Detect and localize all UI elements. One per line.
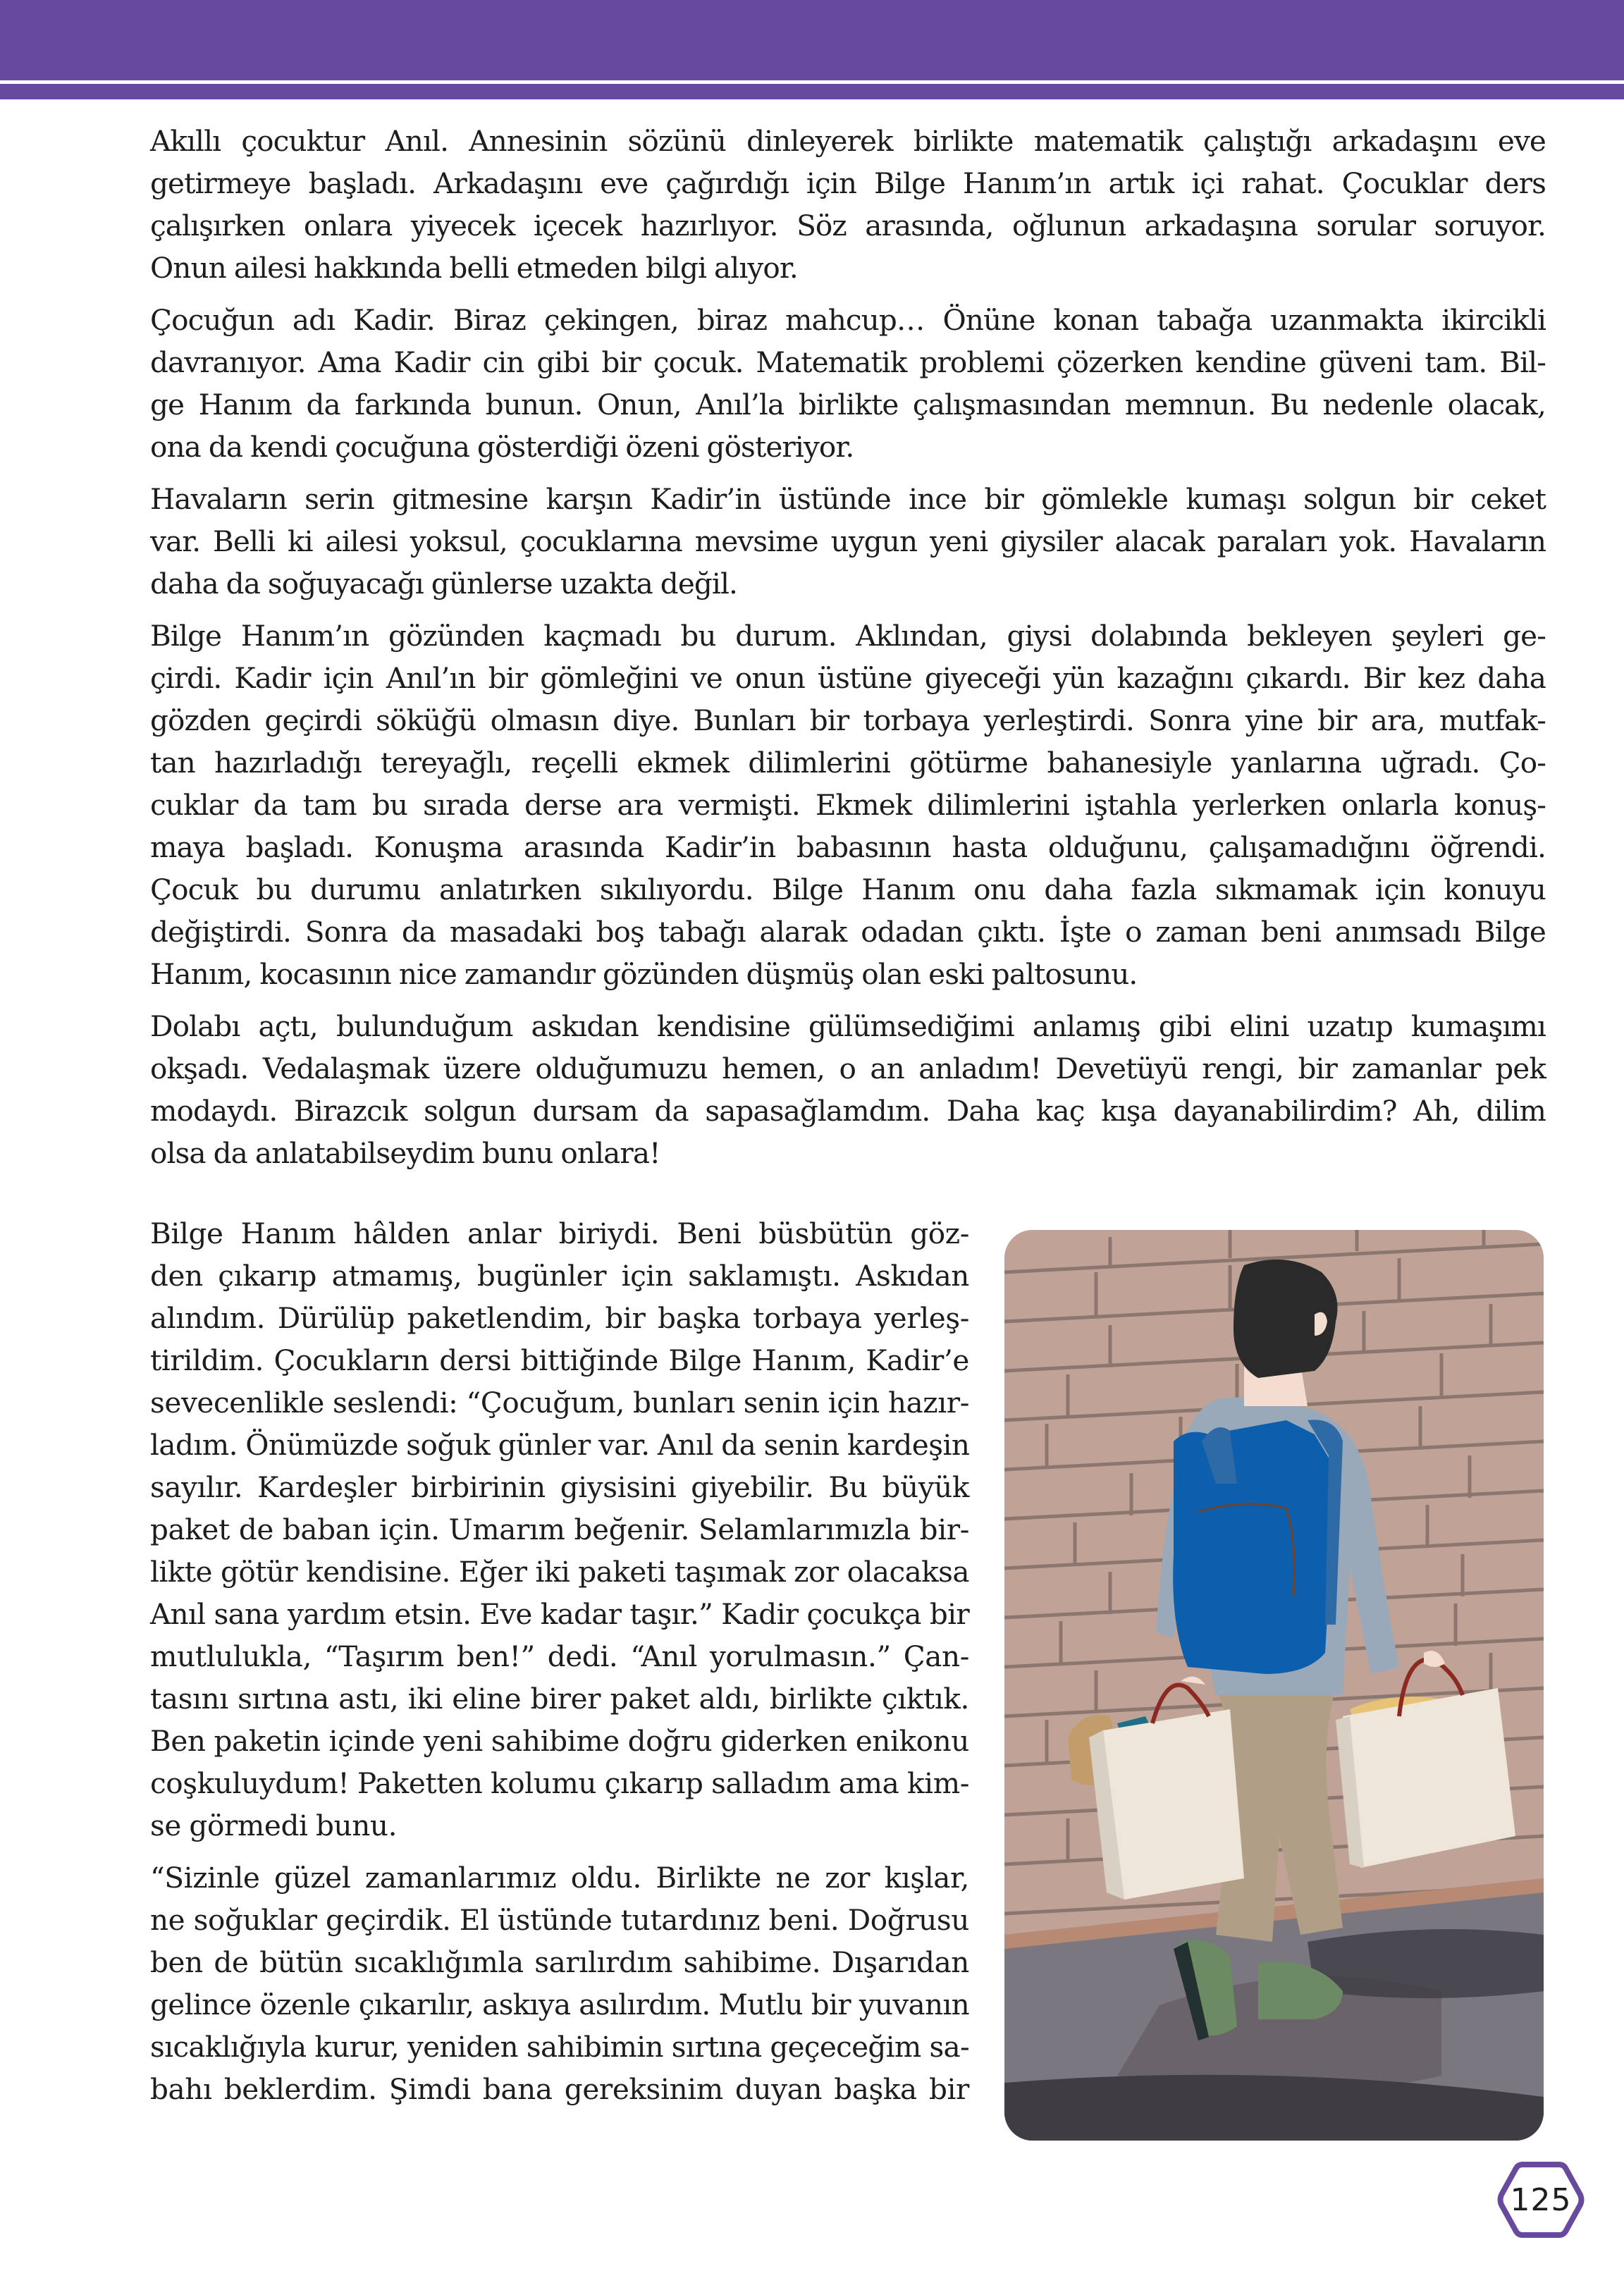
text-line: gözden geçirdi söküğü olmasın diye. Bunları bir torbaya yerleştirdi. Sonra yine bir ara, mutfak- (150, 703, 1546, 737)
text-line: modaydı. Birazcık solgun dursam da sapasağlamdım. Daha kaç kışa dayanabilirdim? Ah, dilim (150, 1094, 1546, 1128)
paragraph (150, 1005, 1546, 1174)
text-line: Akıllı çocuktur Anıl. Annesinin sözünü dinleyerek birlikte matematik çalıştığı arkadaşını eve (150, 124, 1546, 158)
text-line: Hanım, kocasının nice zamandır gözünden düşmüş olan eski paltosunu. (150, 957, 1138, 991)
story-text-column (150, 1212, 969, 2120)
backpack (1173, 1420, 1336, 1674)
text-line: sayılır. Kardeşler birbirinin giysisini giyebilir. Bu büyük (150, 1470, 969, 1504)
text-line: tirildim. Çocukların dersi bittiğinde Bilge Hanım, Kadir’e (150, 1343, 969, 1377)
text-line: Havaların serin gitmesine karşın Kadir’in üstünde ince bir gömlekle kumaşı solgun bir ceket (150, 482, 1546, 516)
paragraph (150, 120, 1546, 289)
paragraph (150, 615, 1546, 995)
text-line: coşkuluydum! Paketten kolumu çıkarıp salladım ama kim- (150, 1766, 969, 1800)
text-line: olsa da anlatabilseydim bunu onlara! (150, 1136, 660, 1170)
text-line: ladım. Önümüzde soğuk günler var. Anıl da senin kardeşin (150, 1428, 970, 1462)
text-line: çalışırken onlara yiyecek içecek hazırlıyor. Söz arasında, oğlunun arkadaşına sorular soruyor. (150, 209, 1546, 242)
text-line: getirmeye başladı. Arkadaşını eve çağırdığı için Bilge Hanım’ın artık içi rahat. Çocuklar ders (150, 166, 1546, 200)
bag-body (1103, 1709, 1244, 1900)
text-line: “Sizinle güzel zamanlarımız oldu. Birlikte ne zor kışlar, (150, 1861, 969, 1895)
text-line: değiştirdi. Sonra da masadaki boş tabağı alarak odadan çıktı. İşte o zaman beni anımsadı Bilge (150, 915, 1546, 949)
text-line: bahı beklerdim. Şimdi bana gereksinim duyan başka bir (150, 2072, 969, 2106)
page-number-badge (1497, 2160, 1585, 2240)
text-line: sıcaklığıyla kurur, yeniden sahibimin sırtına geçeceğim sa- (150, 2030, 969, 2064)
text-line: sevecenlikle seslendi: “Çocuğum, bunları senin için hazır- (150, 1386, 969, 1420)
text-line: daha da soğuyacağı günlerse uzakta değil. (150, 567, 738, 601)
paragraph (150, 299, 1546, 468)
header-stripe (0, 84, 1624, 99)
text-line: likte götür kendisine. Eğer iki paketi taşımak zor olacaksa (150, 1555, 969, 1589)
text-line: mutlulukla, “Taşırım ben!” dedi. “Anıl yorulmasın.” Çan- (150, 1639, 969, 1673)
ground-crack-patch (1308, 1929, 1544, 1998)
text-line: se görmedi bunu. (150, 1809, 398, 1842)
text-line: maya başladı. Konuşma arasında Kadir’in babasının hasta olduğunu, çalışamadığını öğrendi. (150, 830, 1546, 864)
text-line: den çıkarıp atmamış, bugünler için saklamıştı. Askıdan (150, 1259, 969, 1293)
text-line: paket de baban için. Umarım beğenir. Selamlarımızla bir- (150, 1513, 969, 1546)
paragraph (150, 1857, 969, 2110)
text-line: gelince özenle çıkarılır, askıya asılırdım. Mutlu bir yuvanın (150, 1988, 969, 2021)
text-line: davranıyor. Ama Kadir cin gibi bir çocuk. Matematik problemi çözerken kendine güveni tam. Bil- (150, 345, 1546, 379)
story-text-full-width (150, 120, 1546, 1184)
page-number: 125 (1510, 2181, 1572, 2218)
text-line: Onun ailesi hakkında belli etmeden bilgi alıyor. (150, 251, 798, 285)
text-line: okşadı. Vedalaşmak üzere olduğumuzu hemen, o an anladım! Devetüyü rengi, bir zamanlar pek (150, 1052, 1546, 1085)
text-line: var. Belli ki ailesi yoksul, çocuklarına mevsime uygun yeni giysiler alacak paraları yok. Havaların (150, 524, 1546, 558)
text-line: Çocuk bu durumu anlatırken sıkılıyordu. Bilge Hanım onu daha fazla sıkmamak için konuyu (150, 873, 1546, 906)
paragraph (150, 478, 1546, 605)
text-line: ge Hanım da farkında bunun. Onun, Anıl’la birlikte çalışmasından memnun. Bu nedenle olacak, (150, 388, 1546, 421)
text-line: tasını sırtına astı, iki eline birer paket aldı, birlikte çıktık. (150, 1682, 969, 1716)
text-line: Dolabı açtı, bulunduğum askıdan kendisine gülümsediğimi anlamış gibi elini uzatıp kumaşımı (150, 1009, 1546, 1043)
text-line: Ben paketin içinde yeni sahibime doğru giderken enikonu (150, 1724, 969, 1758)
text-line: Bilge Hanım’ın gözünden kaçmadı bu durum. Aklından, giysi dolabında bekleyen şeyleri ge- (150, 619, 1546, 653)
bag-body (1343, 1688, 1515, 1868)
text-line: tan hazırladığı tereyağlı, reçelli ekmek dilimlerini götürme bahanesiyle yanlarına uğradı. Ço- (150, 746, 1546, 780)
text-line: Anıl sana yardım etsin. Eve kadar taşır.” Kadir çocukça bir (150, 1597, 969, 1631)
text-line: ne soğuklar geçirdik. El üstünde tutardınız beni. Doğrusu (150, 1903, 969, 1937)
text-line: Bilge Hanım hâlden anlar biriydi. Beni büsbütün göz- (150, 1217, 969, 1250)
text-line: alındım. Dürülüp paketlendim, bir başka torbaya yerleş- (150, 1301, 969, 1335)
text-line: cuklar da tam bu sırada derse ara vermişti. Ekmek dilimlerini iştahla yerlerken onlarla konuş- (150, 788, 1546, 822)
header-band (0, 0, 1624, 80)
story-illustration (1004, 1230, 1544, 2141)
text-line: çirdi. Kadir için Anıl’ın bir gömleğini ve onun üstüne giyeceği yün kazağını çıkardı. Bir kez daha (150, 661, 1546, 695)
paragraph (150, 1212, 969, 1847)
text-line: ona da kendi çocuğuna gösterdiği özeni gösteriyor. (150, 430, 854, 464)
text-line: ben de bütün sıcaklığımla sarılırdım sahibime. Dışarıdan (150, 1945, 969, 1979)
text-line: Çocuğun adı Kadir. Biraz çekingen, biraz mahcup… Önüne konan tabağa uzanmakta ikircikli (150, 303, 1546, 337)
